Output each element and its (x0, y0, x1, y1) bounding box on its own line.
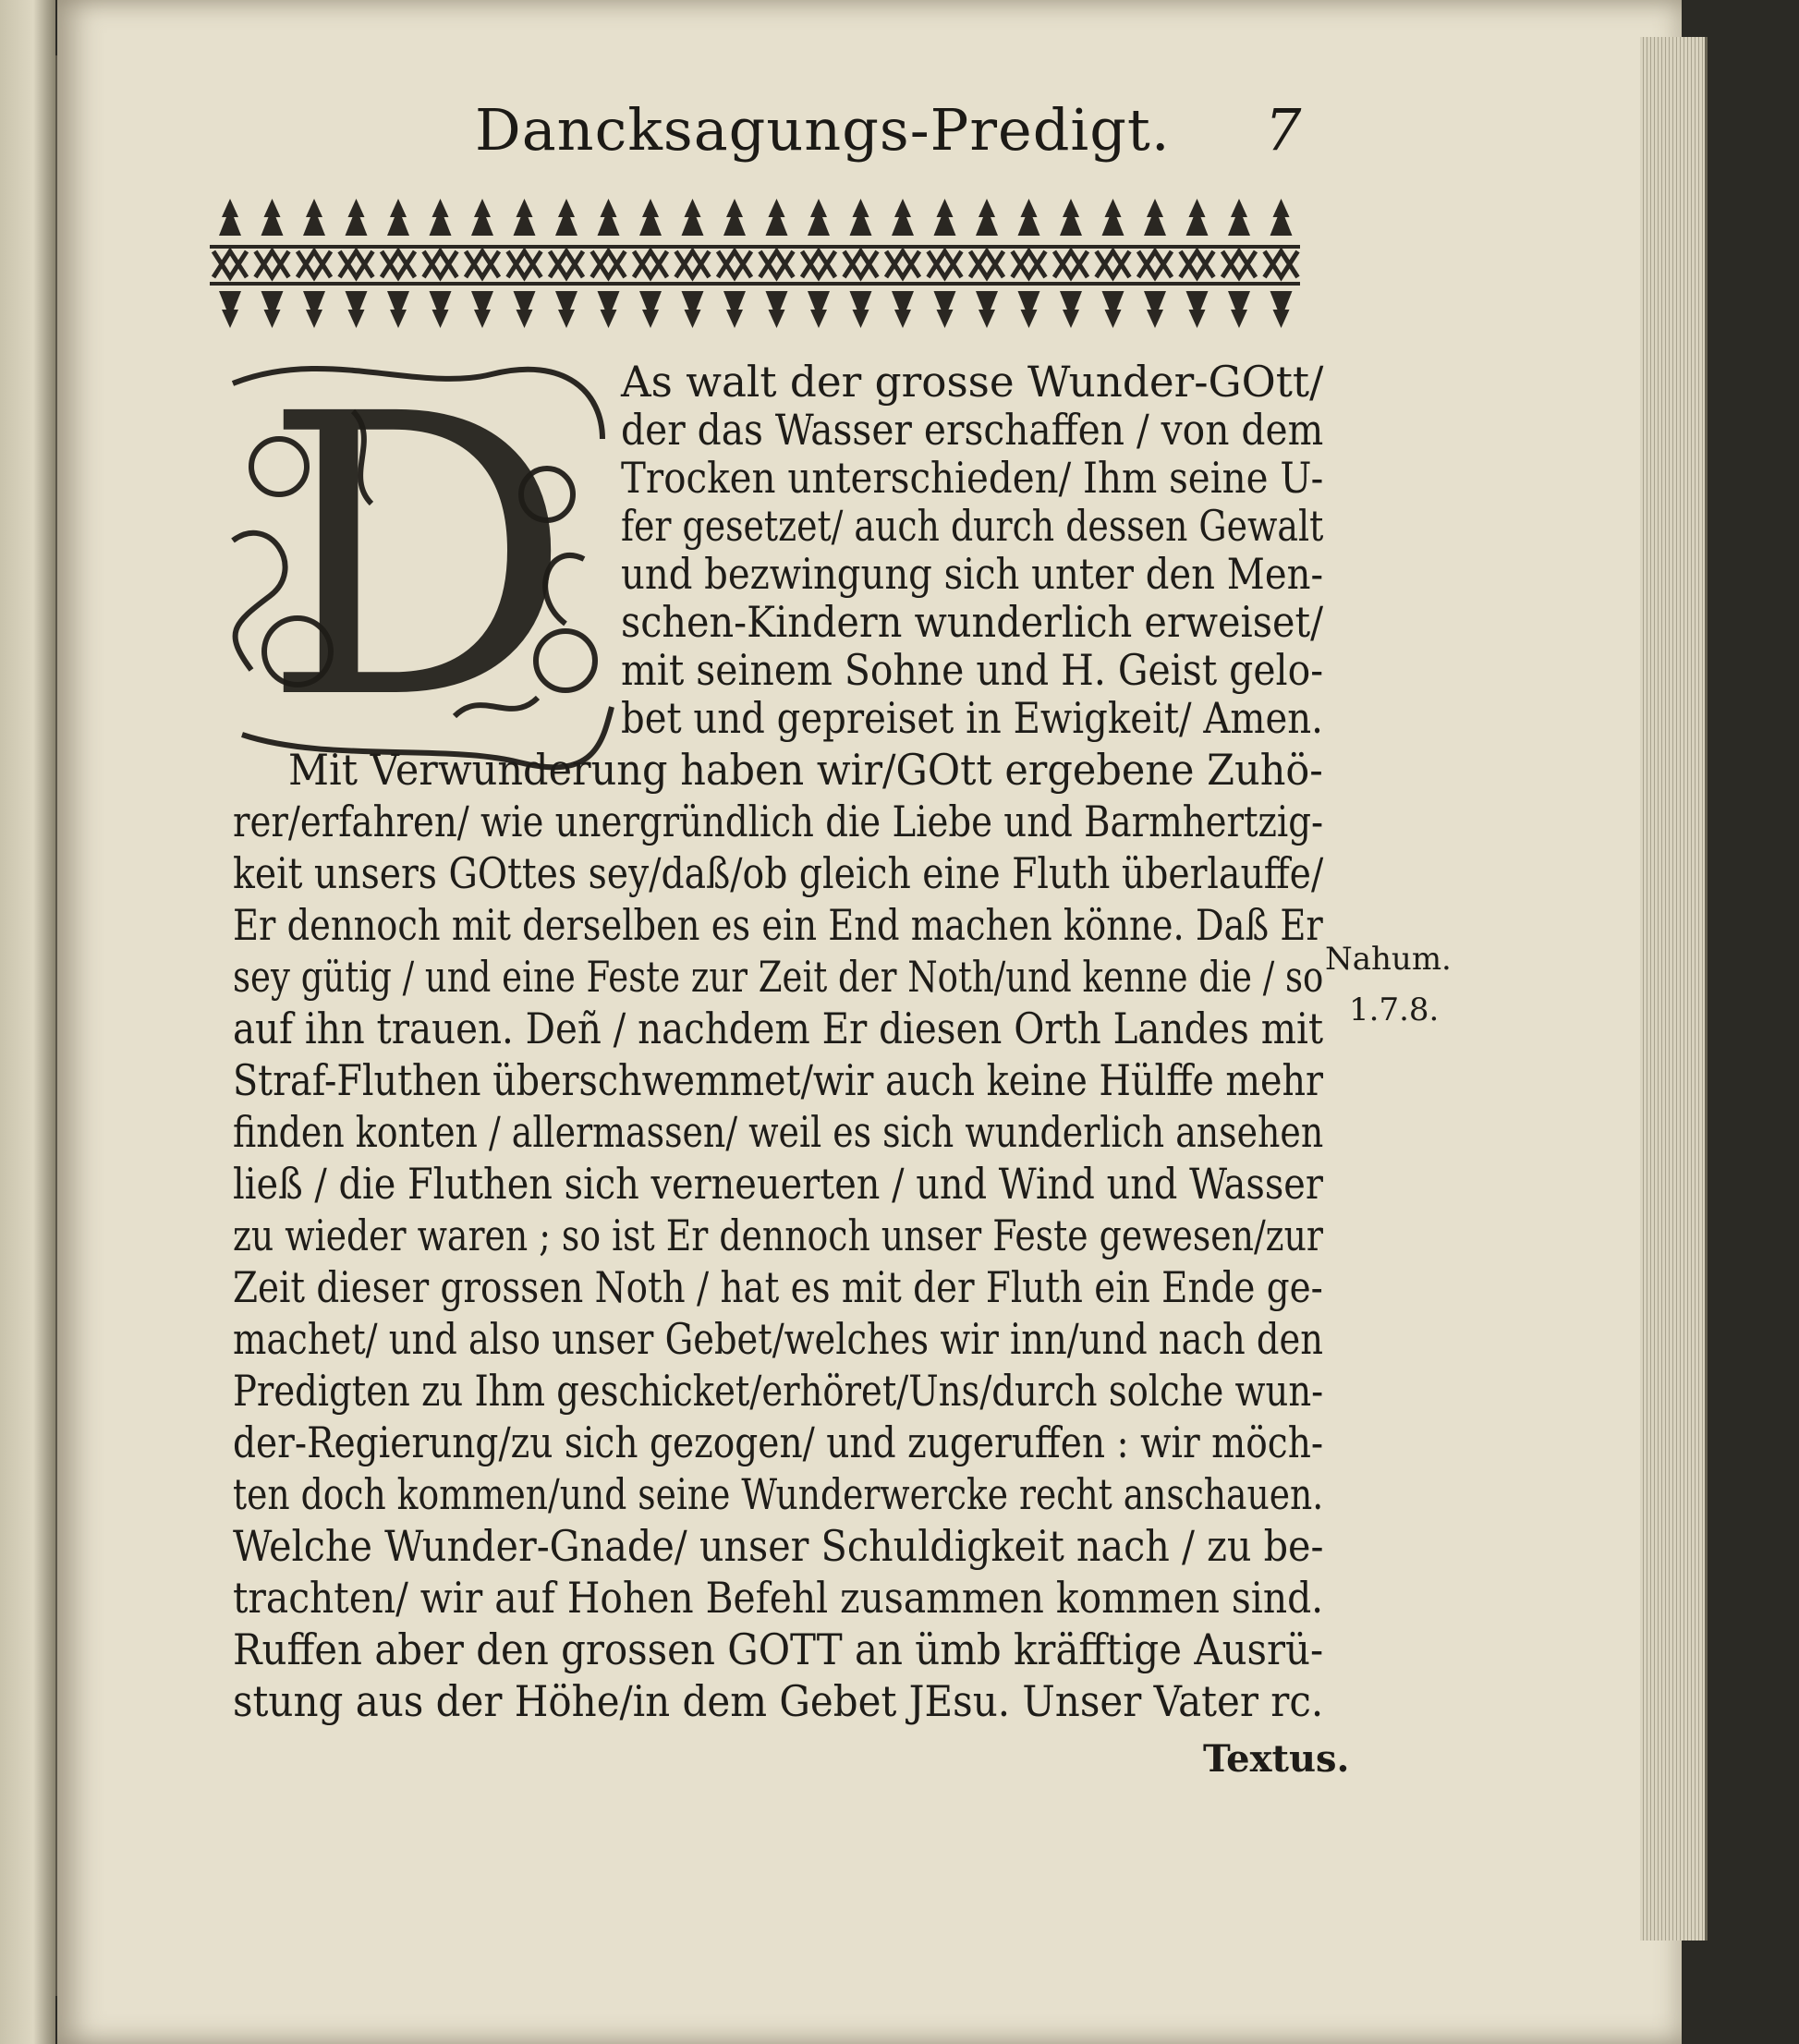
running-title: Dancksagungs-Predigt. (475, 96, 1171, 164)
book-page (57, 0, 1682, 2044)
text-line: mit seinem Sohne und H. Geist gelo- (621, 645, 1324, 695)
text-line: Er dennoch mit derselben es ein End machen könne. Daß Er (233, 900, 1323, 950)
text-line: Ruffen aber den grossen GOTT an ümb kräfftige Ausrü- (233, 1624, 1324, 1674)
text-line: ten doch kommen/und seine Wunderwercke recht anschauen. (233, 1469, 1324, 1519)
text-line: bet und gepreiset in Ewigkeit/ Amen. (621, 693, 1323, 743)
text-line: der-Regierung/zu sich gezogen/ und zugeruffen : wir möch- (233, 1417, 1324, 1467)
text-line: sey gütig / und eine Feste zur Zeit der Noth/und kenne die / so (233, 952, 1324, 1002)
catchword: Textus. (1203, 1737, 1350, 1781)
page-number: 7 (1265, 96, 1302, 164)
text-line: finden konten / allermassen/ weil es sich wunderlich ansehen (233, 1107, 1324, 1157)
text-line: As walt der grosse Wunder-GOtt/ (621, 357, 1324, 407)
text-line: machet/ und also unser Gebet/welches wir inn/und nach den (233, 1314, 1323, 1364)
text-line: schen-Kindern wunderlich erweiset/ (621, 597, 1324, 647)
text-line: Straf-Fluthen überschwemmet/wir auch keine Hülffe mehr (233, 1055, 1323, 1105)
decorative-ornament-band (210, 194, 1300, 333)
text-line: der das Wasser erschaffen / von dem (621, 405, 1324, 455)
text-line: keit unsers GOttes sey/daß/ob gleich eine Fluth überlauffe/ (233, 848, 1324, 898)
margin-note-book: Nahum. (1325, 941, 1452, 978)
text-line: Mit Verwunderung haben wir/GOtt ergebene Zuhö- (288, 745, 1323, 795)
page-block-edge (1640, 37, 1708, 1941)
text-line: ließ / die Fluthen sich verneuerten / und Wind und Wasser (233, 1159, 1323, 1209)
initial-letter: D (261, 333, 574, 785)
text-line: stung aus der Höhe/in dem Gebet JEsu. Unser Vater rc. (233, 1676, 1324, 1726)
text-line: rer/erfahren/ wie unergründlich die Liebe und Barmhertzig- (233, 797, 1324, 846)
page-header (475, 96, 1307, 179)
text-line: Welche Wunder-Gnade/ unser Schuldigkeit nach / zu be- (233, 1521, 1324, 1571)
text-line: trachten/ wir auf Hohen Befehl zusammen kommen sind. (233, 1573, 1324, 1623)
text-line: Trocken unterschieden/ Ihm seine U- (621, 453, 1324, 503)
text-line: auf ihn trauen. Deñ / nachdem Er diesen Orth Landes mit (233, 1004, 1324, 1053)
text-line: und bezwingung sich unter den Men- (621, 549, 1324, 599)
text-line: fer gesetzet/ auch durch dessen Gewalt (621, 501, 1324, 551)
text-line: Predigten zu Ihm geschicket/erhöret/Uns/durch solche wun- (233, 1366, 1324, 1416)
text-line: zu wieder waren ; so ist Er dennoch unser Feste gewesen/zur (233, 1211, 1323, 1260)
margin-note-verse: 1.7.8. (1349, 992, 1440, 1028)
text-line: Zeit dieser grossen Noth / hat es mit der Fluth ein Ende ge- (233, 1262, 1323, 1312)
facing-page-edge (0, 0, 55, 2044)
decorated-initial (214, 333, 621, 785)
